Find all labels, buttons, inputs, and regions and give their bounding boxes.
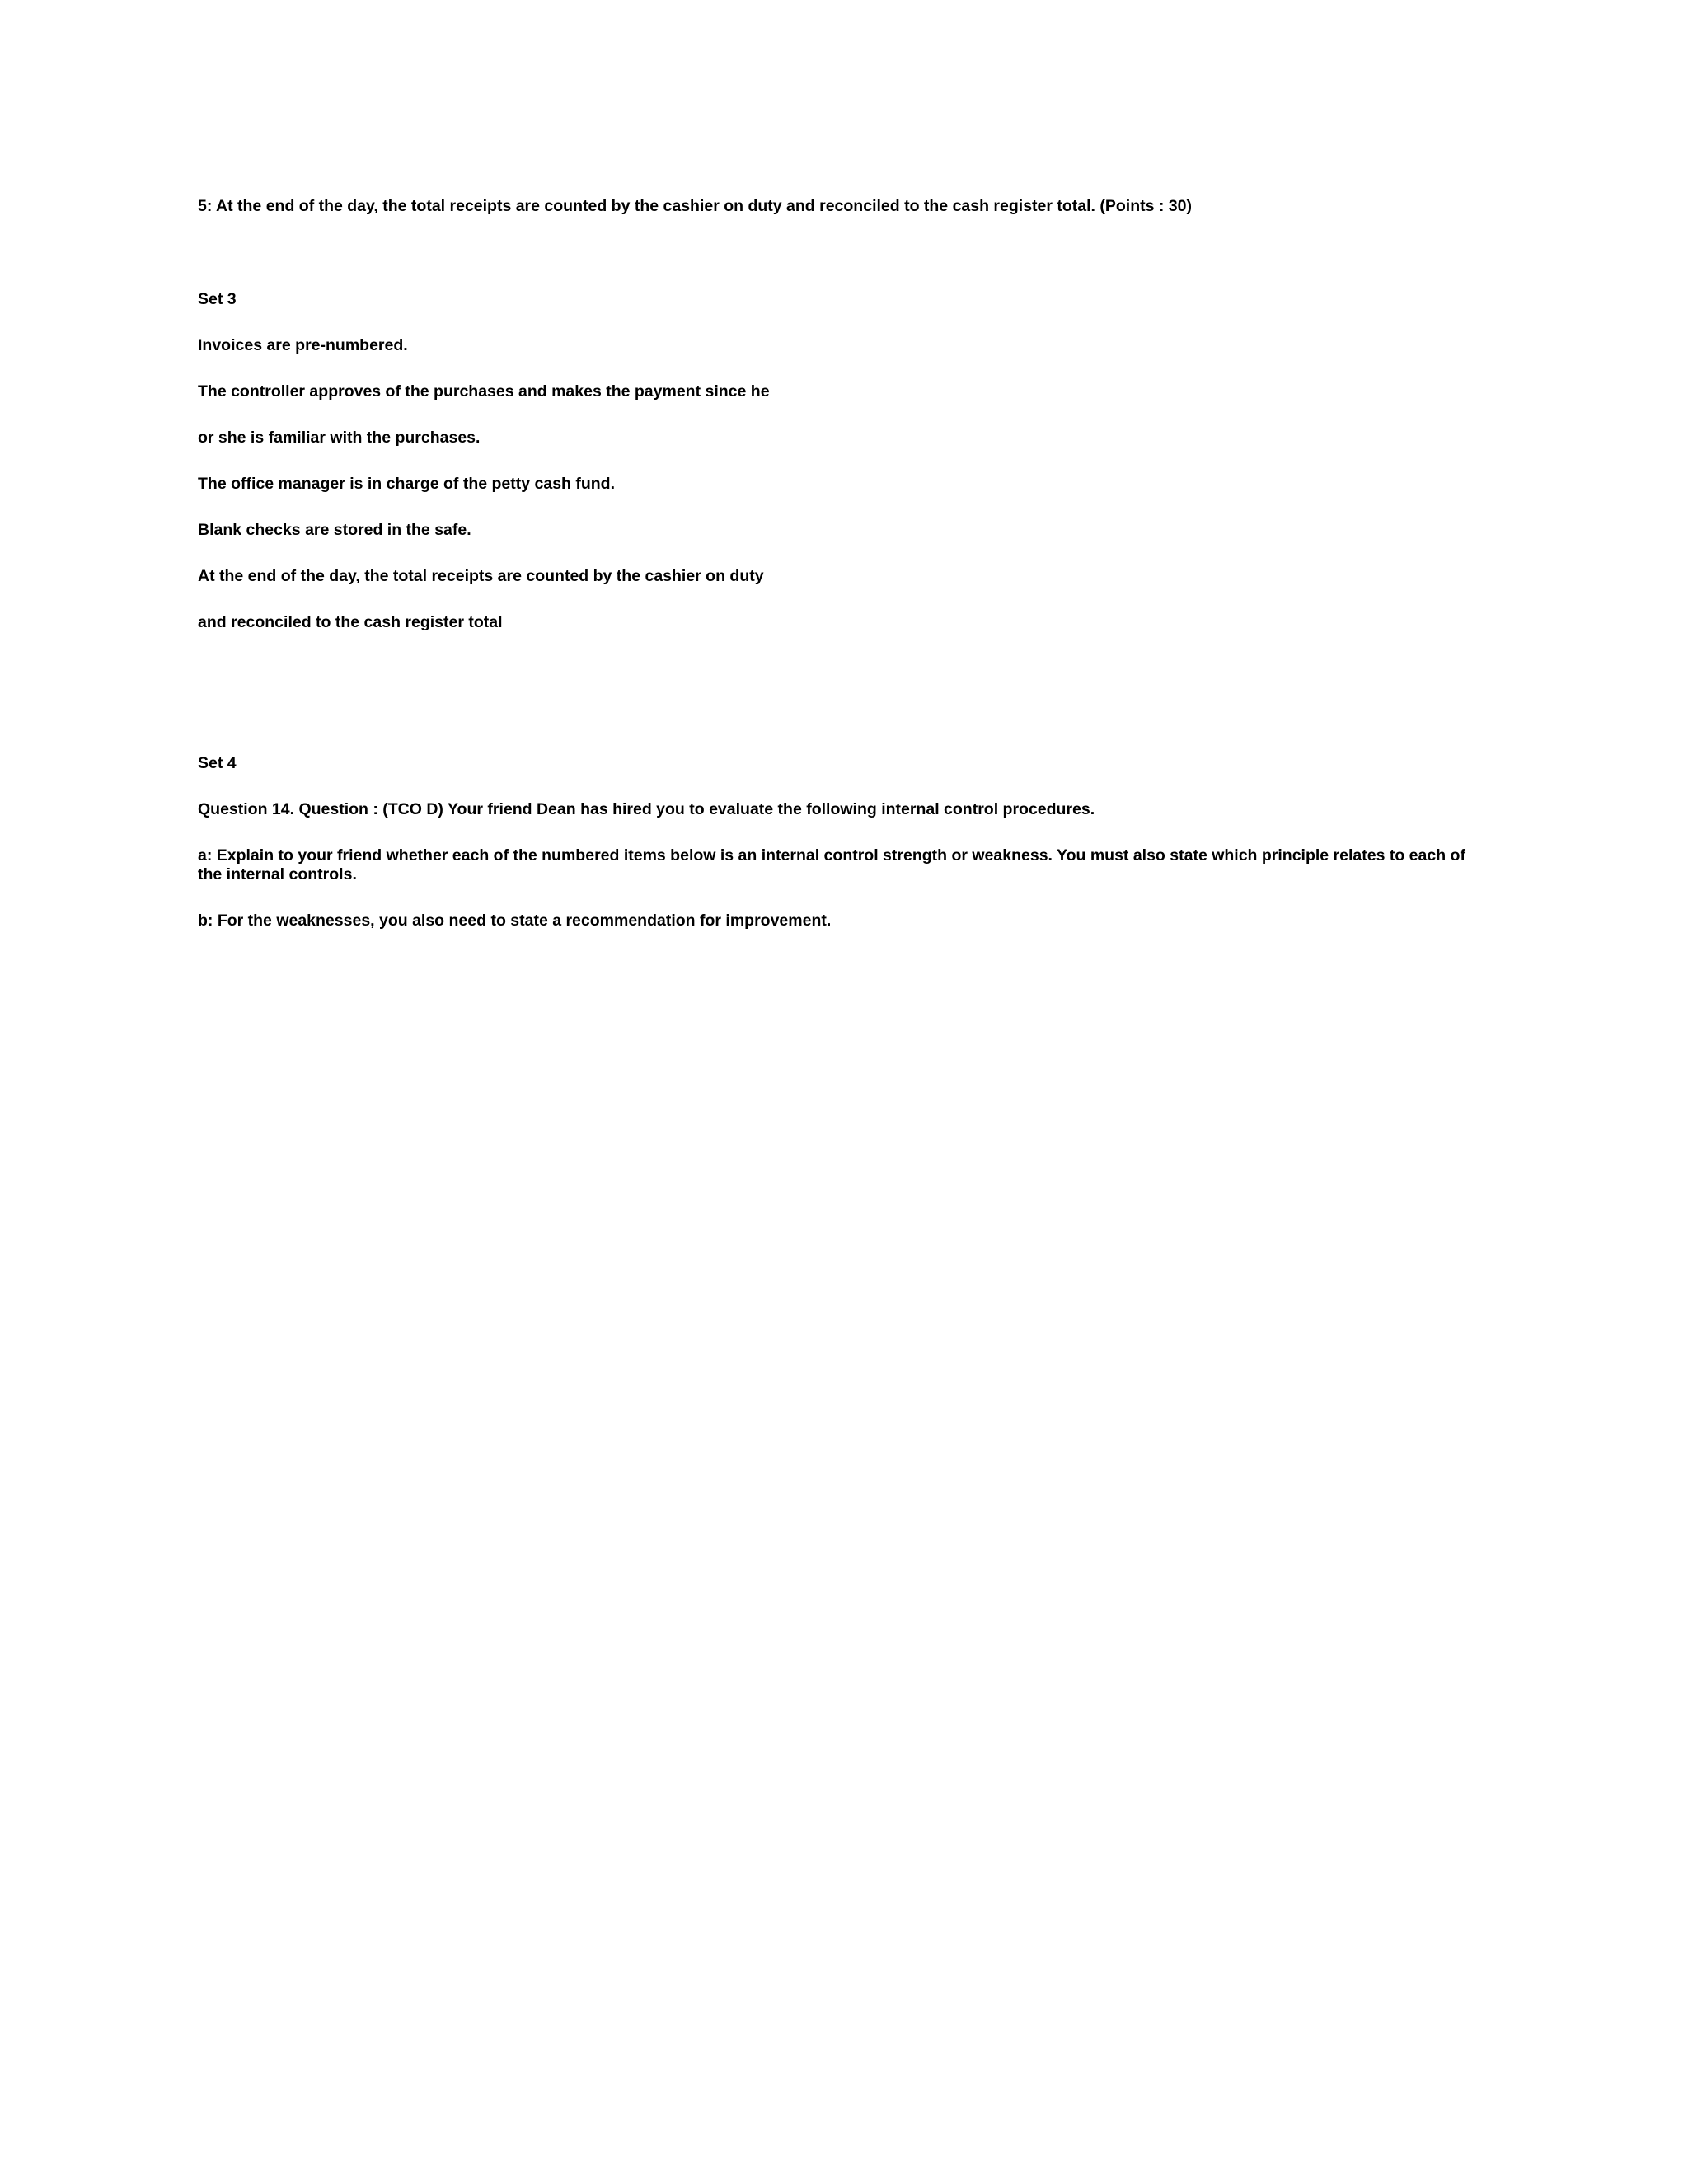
set-3-line: Invoices are pre-numbered.	[198, 336, 408, 354]
set-3-line: or she is familiar with the purchases.	[198, 429, 481, 447]
set-3-line: and reconciled to the cash register total	[198, 613, 503, 631]
question-14-text: Question 14. Question : (TCO D) Your friend Dean has hired you to evaluate the following internal control procedures.	[198, 800, 1095, 818]
set-3-heading: Set 3	[198, 290, 237, 308]
set-3-line: The controller approves of the purchases and makes the payment since he	[198, 382, 770, 401]
part-a-text: a: Explain to your friend whether each of the numbered items below is an internal control strength or weakness. You must also state which principle relates to each of the internal controls.	[198, 846, 1465, 883]
item-5-text: 5: At the end of the day, the total receipts are counted by the cashier on duty and reconciled to the cash register total. (Points : 30)	[198, 197, 1192, 215]
set-4-heading: Set 4	[198, 754, 237, 772]
set-3-line: Blank checks are stored in the safe.	[198, 521, 471, 539]
set-3-line: The office manager is in charge of the petty cash fund.	[198, 475, 616, 493]
part-b-text: b: For the weaknesses, you also need to state a recommendation for improvement.	[198, 912, 832, 930]
set-3-line: At the end of the day, the total receipts are counted by the cashier on duty	[198, 567, 764, 585]
